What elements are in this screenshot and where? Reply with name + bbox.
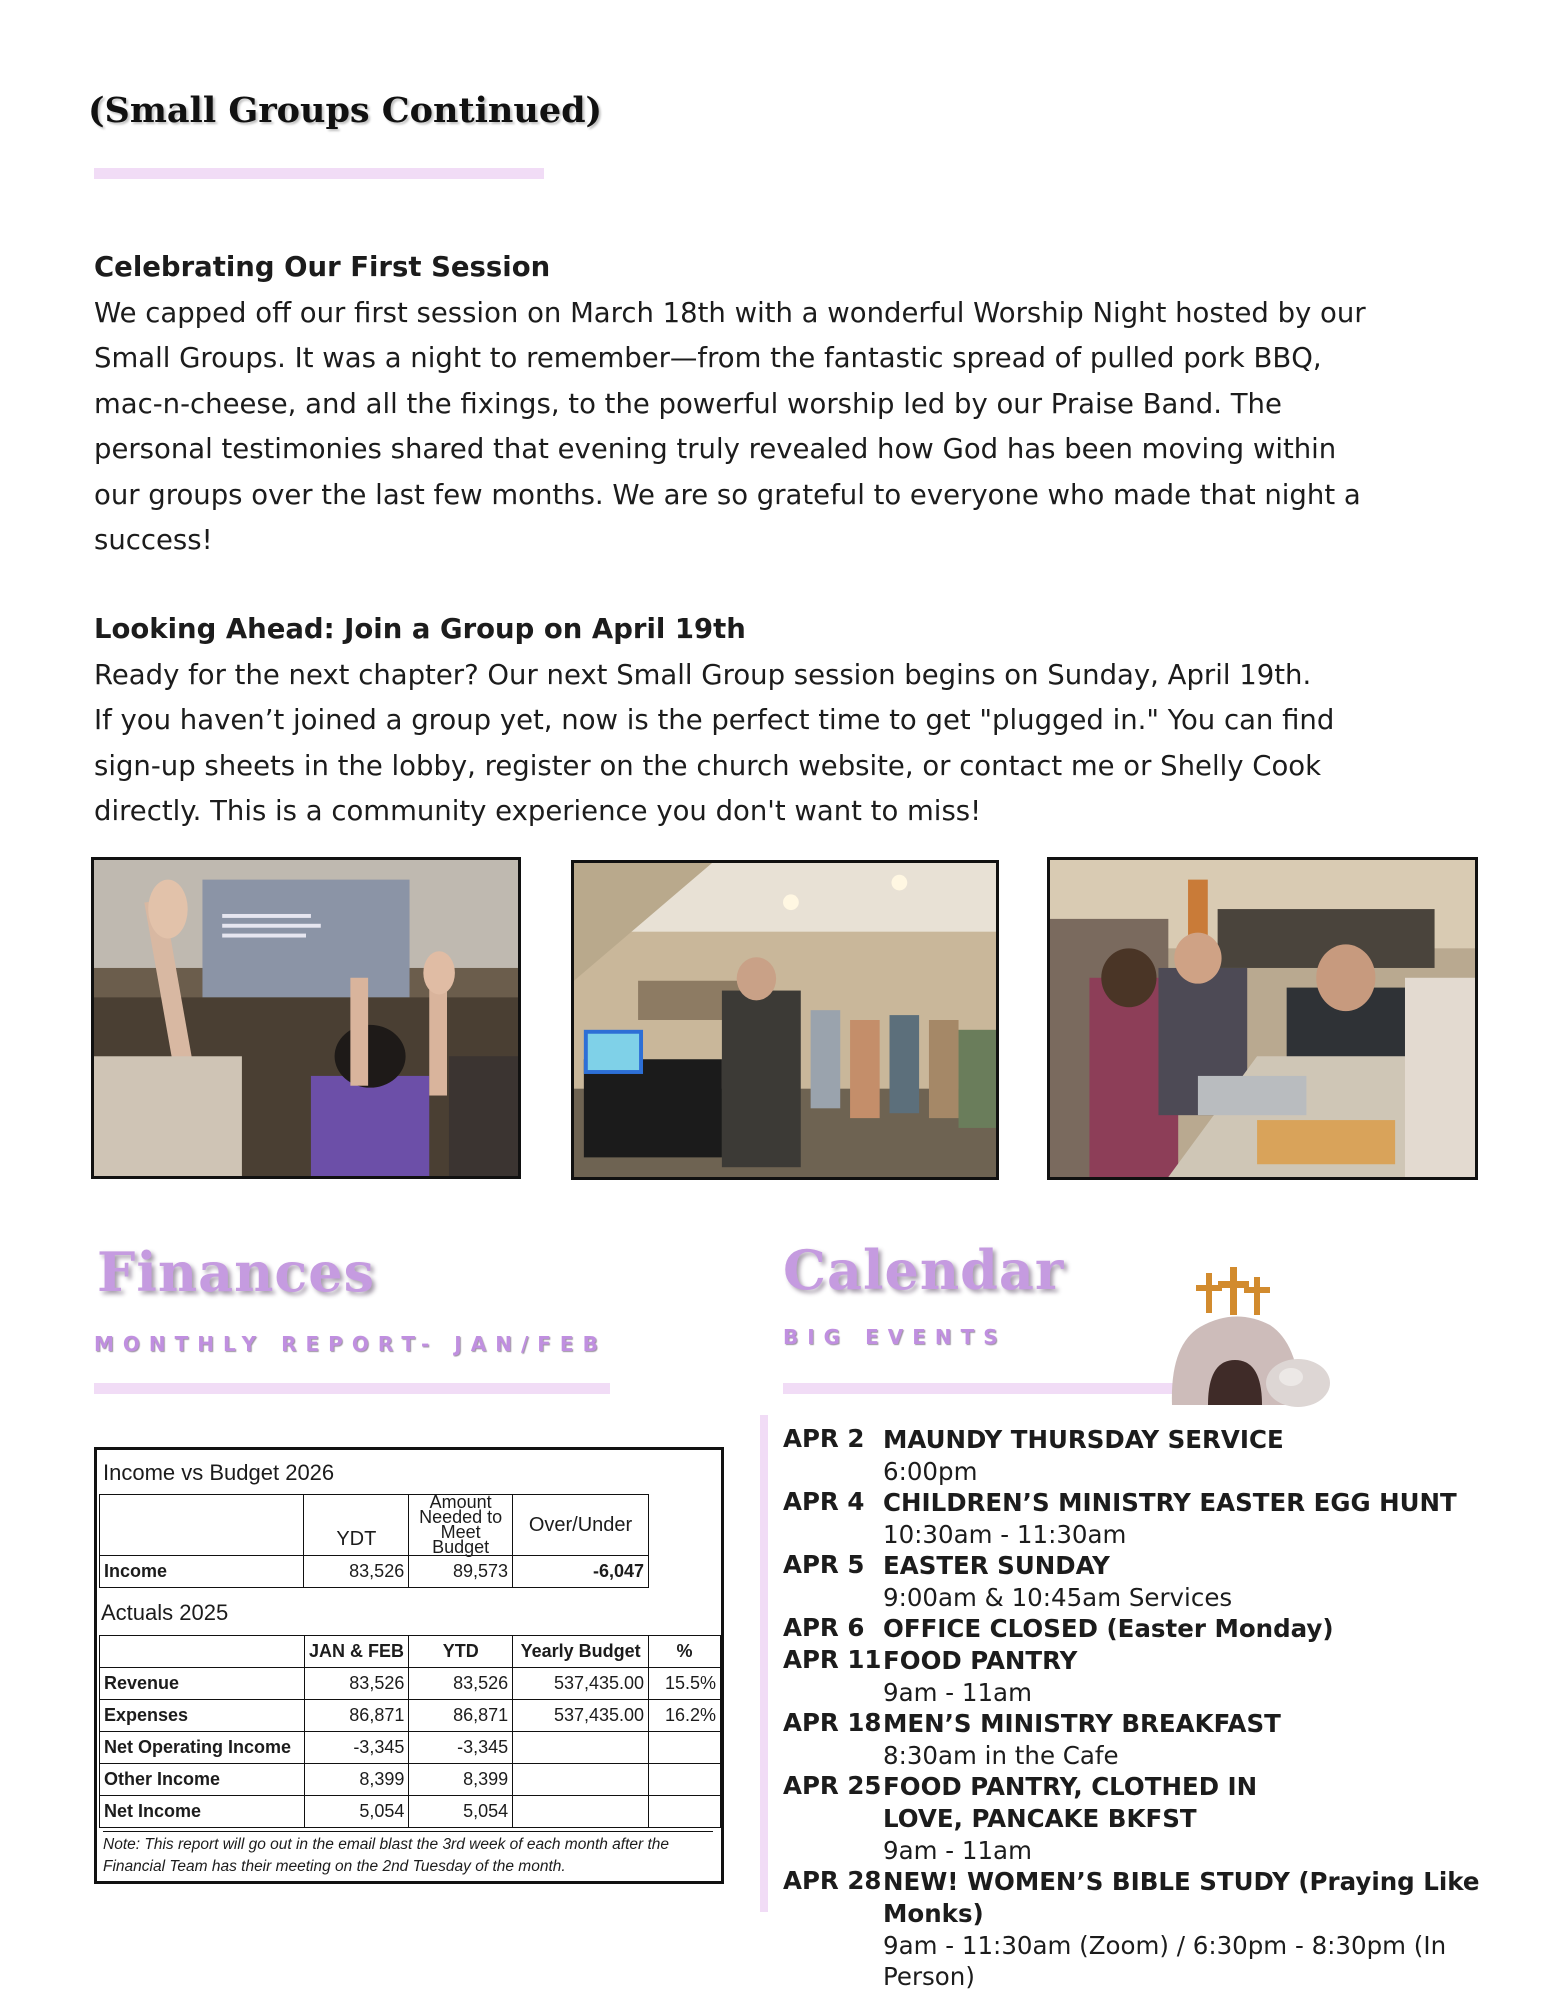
row-percent bbox=[649, 1764, 721, 1796]
row-jan-feb: 8,399 bbox=[304, 1764, 409, 1796]
row-ytd: -3,345 bbox=[409, 1732, 513, 1764]
list-item bbox=[783, 1424, 1523, 1487]
row-ytd: 86,871 bbox=[409, 1700, 513, 1732]
event-time: 9am - 11am bbox=[883, 1836, 1032, 1865]
table-row bbox=[100, 1764, 721, 1796]
row-jan-feb: 86,871 bbox=[304, 1700, 409, 1732]
row-ytd: 8,399 bbox=[409, 1764, 513, 1796]
row-budget: 537,435.00 bbox=[513, 1668, 649, 1700]
worship-photo bbox=[91, 857, 521, 1179]
actuals-table bbox=[99, 1635, 721, 1828]
col-yearly-budget: Yearly Budget bbox=[513, 1636, 649, 1668]
calendar-underline bbox=[783, 1383, 1183, 1394]
potluck-photo bbox=[1047, 857, 1478, 1180]
table-row bbox=[100, 1700, 721, 1732]
actuals-title: Actuals 2025 bbox=[101, 1600, 229, 1625]
event-date: APR 6 bbox=[783, 1613, 865, 1642]
event-date: APR 25 bbox=[783, 1771, 882, 1800]
income-vs-budget-title: Income vs Budget 2026 bbox=[103, 1460, 335, 1485]
row-percent bbox=[649, 1732, 721, 1764]
list-item bbox=[783, 1771, 1523, 1866]
event-time: 6:00pm bbox=[883, 1457, 978, 1486]
page-title: (Small Groups Continued) bbox=[88, 90, 603, 131]
finances-subheading: MONTHLY REPORT- JAN/FEB bbox=[94, 1332, 607, 1356]
table-row bbox=[100, 1796, 721, 1828]
finances-heading: Finances bbox=[97, 1240, 375, 1304]
row-label: Revenue bbox=[100, 1668, 305, 1700]
income-table bbox=[99, 1494, 649, 1588]
row-jan-feb: 5,054 bbox=[304, 1796, 409, 1828]
event-title: FOOD PANTRY bbox=[883, 1646, 1078, 1675]
income-ydt: 83,526 bbox=[304, 1556, 409, 1588]
event-time: 9am - 11am bbox=[883, 1678, 1032, 1707]
row-ytd: 83,526 bbox=[409, 1668, 513, 1700]
row-label: Other Income bbox=[100, 1764, 305, 1796]
table-row bbox=[100, 1668, 721, 1700]
row-budget bbox=[513, 1732, 649, 1764]
first-session-article bbox=[94, 245, 1424, 564]
row-percent bbox=[649, 1796, 721, 1828]
col-ytd: YTD bbox=[409, 1636, 513, 1668]
event-time: 9:00am & 10:45am Services bbox=[883, 1583, 1233, 1612]
event-date: APR 4 bbox=[783, 1487, 865, 1516]
event-date: APR 28 bbox=[783, 1866, 882, 1895]
event-date: APR 5 bbox=[783, 1550, 865, 1579]
calendar-event-list bbox=[783, 1424, 1523, 1992]
row-percent: 16.2% bbox=[649, 1700, 721, 1732]
row-budget bbox=[513, 1764, 649, 1796]
finances-underline bbox=[94, 1383, 610, 1394]
event-date: APR 2 bbox=[783, 1424, 865, 1453]
calendar-heading: Calendar bbox=[783, 1238, 1065, 1302]
event-date: APR 18 bbox=[783, 1708, 882, 1737]
event-time: 9am - 11:30am (Zoom) / 6:30pm - 8:30pm (In Person) bbox=[883, 1931, 1447, 1991]
event-title: EASTER SUNDAY bbox=[883, 1551, 1110, 1580]
col-percent: % bbox=[649, 1636, 721, 1668]
row-label: Net Income bbox=[100, 1796, 305, 1828]
praise-band-photo bbox=[571, 860, 999, 1180]
finance-note: Note: This report will go out in the email blast the 3rd week of each month after the Financial Team has their meeting on the 2nd Tuesday of the month. bbox=[103, 1831, 713, 1878]
row-label: Net Operating Income bbox=[100, 1732, 305, 1764]
row-budget: 537,435.00 bbox=[513, 1700, 649, 1732]
looking-ahead-body: Ready for the next chapter? Our next Small Group session begins on Sunday, April 19th. If you haven’t joined a group yet, now is the perfect time to get "plugged in." You can find sign-up sheets in the lobby, register on the church website, or contact me or Shelly Cook directly. This is a community experience you don't want to miss! bbox=[94, 658, 1335, 827]
list-item bbox=[783, 1708, 1523, 1771]
table-row bbox=[100, 1732, 721, 1764]
finance-report-table bbox=[94, 1447, 724, 1884]
list-item bbox=[783, 1645, 1523, 1708]
first-session-body: We capped off our first session on March 18th with a wonderful Worship Night hosted by our Small Groups. It was a night to remember—from the fantastic spread of pulled pork BBQ, mac-n-cheese, and all the fixings, to the powerful worship led by our Praise Band. The personal testimonies shared that evening truly revealed how God has been moving within our groups over the last few months. We are so grateful to everyone who made that night a success! bbox=[94, 296, 1366, 556]
event-title: CHILDREN’S MINISTRY EASTER EGG HUNT bbox=[883, 1488, 1457, 1517]
row-percent: 15.5% bbox=[649, 1668, 721, 1700]
event-title: FOOD PANTRY, CLOTHED IN LOVE, PANCAKE BKFST bbox=[883, 1772, 1258, 1833]
col-ydt: YDT bbox=[304, 1495, 409, 1556]
looking-ahead-article bbox=[94, 607, 1424, 835]
list-item bbox=[783, 1550, 1523, 1613]
list-item bbox=[783, 1866, 1523, 1992]
first-session-title: Celebrating Our First Session bbox=[94, 251, 551, 283]
col-amount-needed: Amount Needed to Meet Budget bbox=[409, 1495, 513, 1556]
looking-ahead-title: Looking Ahead: Join a Group on April 19th bbox=[94, 613, 746, 645]
col-over-under: Over/Under bbox=[513, 1495, 649, 1556]
calendar-sidebar-bar bbox=[760, 1415, 768, 1912]
row-ytd: 5,054 bbox=[409, 1796, 513, 1828]
title-underline bbox=[94, 168, 544, 179]
event-date: APR 11 bbox=[783, 1645, 882, 1674]
row-budget bbox=[513, 1796, 649, 1828]
income-label: Income bbox=[100, 1556, 304, 1588]
col-jan-feb: JAN & FEB bbox=[304, 1636, 409, 1668]
list-item bbox=[783, 1487, 1523, 1550]
row-jan-feb: -3,345 bbox=[304, 1732, 409, 1764]
event-title: MEN’S MINISTRY BREAKFAST bbox=[883, 1709, 1281, 1738]
event-time: 10:30am - 11:30am bbox=[883, 1520, 1127, 1549]
empty-tomb-icon bbox=[1160, 1265, 1335, 1410]
calendar-subheading: BIG EVENTS bbox=[783, 1325, 1007, 1349]
income-needed: 89,573 bbox=[409, 1556, 513, 1588]
row-jan-feb: 83,526 bbox=[304, 1668, 409, 1700]
event-title: MAUNDY THURSDAY SERVICE bbox=[883, 1425, 1284, 1454]
event-title: OFFICE CLOSED (Easter Monday) bbox=[883, 1614, 1334, 1643]
list-item bbox=[783, 1613, 1523, 1645]
row-label: Expenses bbox=[100, 1700, 305, 1732]
event-time: 8:30am in the Cafe bbox=[883, 1741, 1119, 1770]
income-over-under: -6,047 bbox=[513, 1556, 649, 1588]
event-title: NEW! WOMEN’S BIBLE STUDY (Praying Like Monks) bbox=[883, 1867, 1480, 1928]
